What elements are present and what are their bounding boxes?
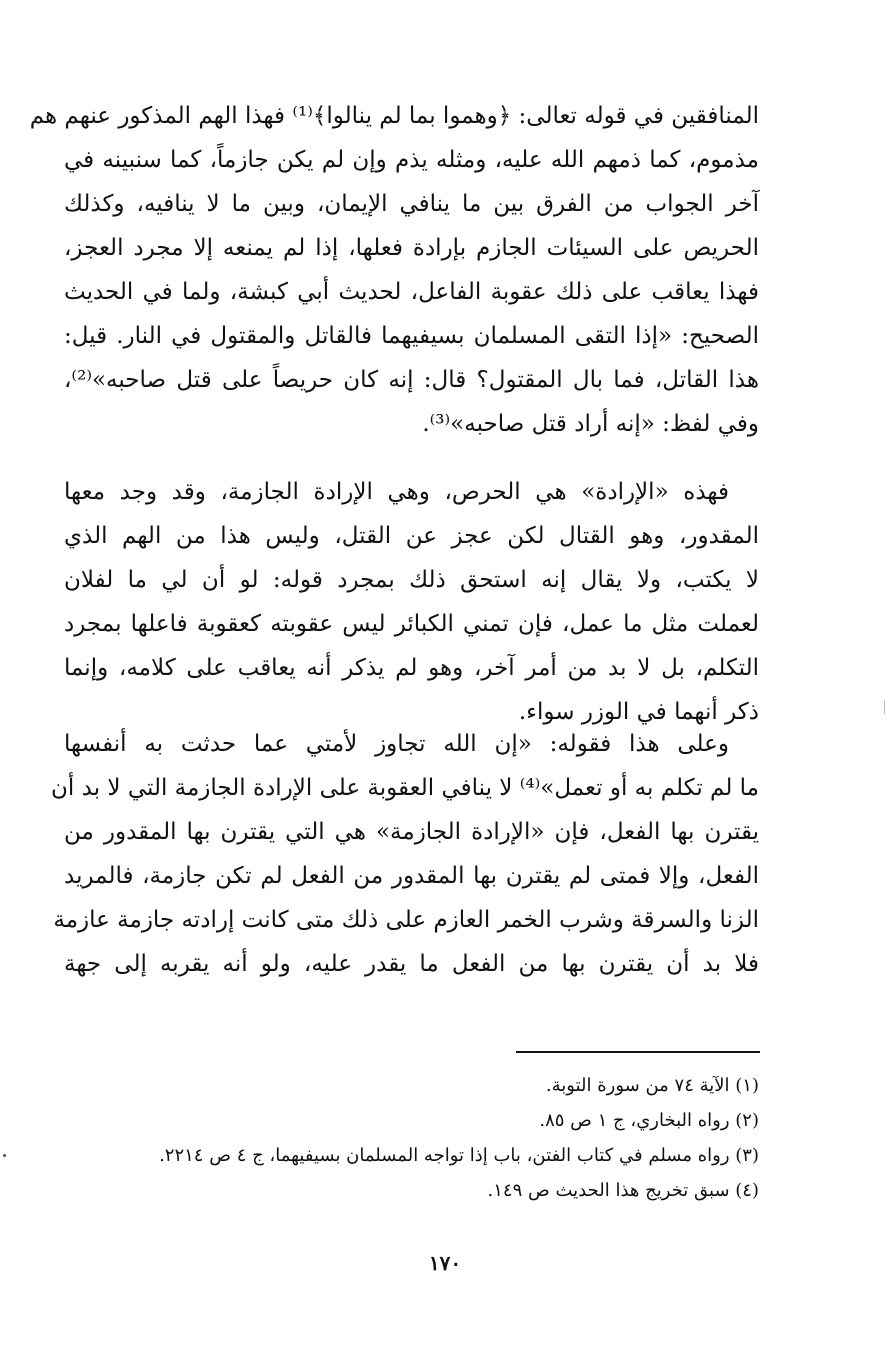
text-line: آخر الجواب من الفرق بين ما ينافي الإيمان، وبين ما لا ينافيه، وكذلك	[64, 191, 759, 217]
text-line: مذموم، كما ذمهم الله عليه، ومثله يذم وإن لم يكن جازماً، كما سنبينه في	[64, 147, 759, 173]
scan-speck	[884, 700, 885, 714]
paragraph-3	[51, 722, 759, 986]
text-line: الحريص على السيئات الجازم بإرادة فعلها، إذا لم يمنعه إلا مجرد العجز،	[64, 235, 759, 261]
paragraph-1	[29, 94, 759, 446]
footnote-2: (٢) رواه البخاري، ج ١ ص ٨٥.	[539, 1110, 759, 1131]
text-line: الزنا والسرقة وشرب الخمر العازم على ذلك متى كانت إرادته جازمة عازمة	[53, 907, 759, 933]
text-line: وفي لفظ: «إنه أراد قتل صاحبه»⁽³⁾.	[422, 411, 759, 437]
footnote-3: (٣) رواه مسلم في كتاب الفتن، باب إذا تواجه المسلمان بسيفيهما، ج ٤ ص ٢٢١٤.	[159, 1145, 759, 1166]
scan-speck	[3, 1154, 6, 1157]
text-line: الصحيح: «إذا التقى المسلمان بسيفيهما فالقاتل والمقتول في النار. قيل:	[64, 323, 759, 349]
text-line: الفعل، وإلا فمتى لم يقترن بها المقدور من الفعل لم تكن جازمة، فالمريد	[64, 863, 759, 889]
text-line: فهذا يعاقب على ذلك عقوبة الفاعل، لحديث أبي كبشة، ولما في الحديث	[64, 279, 759, 305]
text-line: وعلى هذا فقوله: «إن الله تجاوز لأمتي عما حدثت به أنفسها	[64, 731, 729, 757]
text-line: لا يكتب، ولا يقال إنه استحق ذلك بمجرد قوله: لو أن لي ما لفلان	[64, 567, 759, 593]
text-line: المنافقين في قوله تعالى: ﴿وهموا بما لم ينالوا﴾⁽¹⁾ فهذا الهم المذكور عنهم هم	[29, 103, 759, 129]
text-line: فلا بد أن يقترن بها من الفعل ما يقدر عليه، ولو أنه يقربه إلى جهة	[64, 951, 759, 977]
text-line: هذا القاتل، فما بال المقتول؟ قال: إنه كان حريصاً على قتل صاحبه»⁽²⁾،	[64, 367, 759, 393]
page-number: ١٧٠	[428, 1251, 462, 1275]
text-line: فهذه «الإرادة» هي الحرص، وهي الإرادة الجازمة، وقد وجد معها	[64, 479, 729, 505]
text-line: المقدور، وهو القتال لكن عجز عن القتل، وليس هذا من الهم الذي	[64, 523, 759, 549]
footnote-1: (١) الآية ٧٤ من سورة التوبة.	[545, 1075, 759, 1096]
footnotes	[64, 1068, 759, 1208]
text-line: يقترن بها الفعل، فإن «الإرادة الجازمة» هي التي يقترن بها المقدور من	[64, 819, 759, 845]
text-line: التكلم، بل لا بد من أمر آخر، وهو لم يذكر أنه يعاقب على كلامه، وإنما	[64, 655, 759, 681]
footnote-divider	[516, 1051, 760, 1053]
text-line: ذكر أنهما في الوزر سواء.	[518, 699, 759, 725]
text-line: لعملت مثل ما عمل، فإن تمني الكبائر ليس عقوبته كعقوبة فاعلها بمجرد	[64, 611, 759, 637]
footnote-4: (٤) سبق تخريج هذا الحديث ص ١٤٩.	[487, 1180, 759, 1201]
paragraph-2	[64, 470, 759, 734]
text-line: ما لم تكلم به أو تعمل»⁽⁴⁾ لا ينافي العقوبة على الإرادة الجازمة التي لا بد أن	[51, 775, 759, 801]
